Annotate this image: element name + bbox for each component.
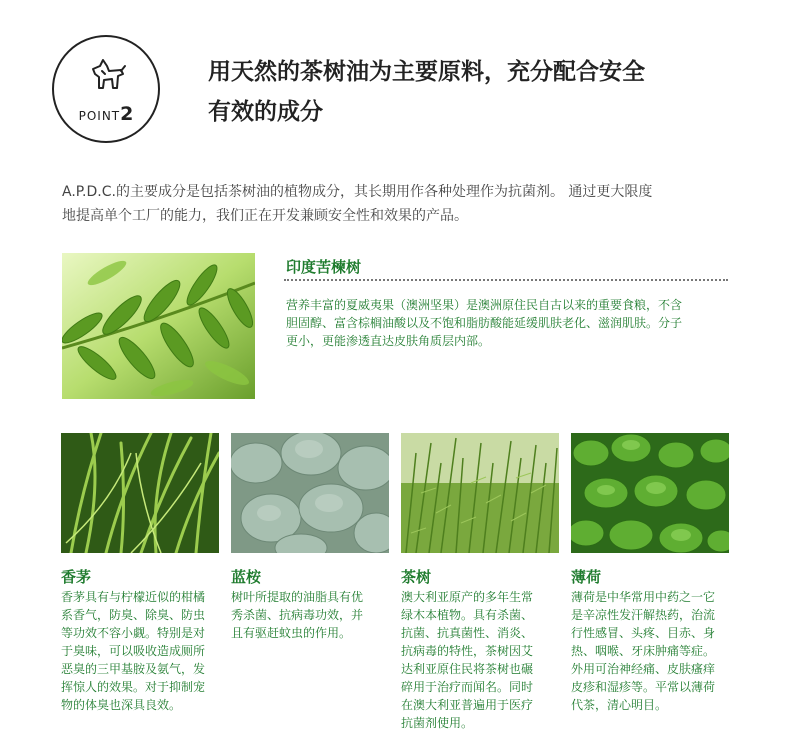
- card-line: 且有驱赶蚊虫的作用。: [231, 626, 352, 640]
- card-line: 挥惊人的效果。对于抑制宠: [61, 680, 206, 694]
- point-badge: [52, 35, 160, 143]
- card-description-tea-tree: [401, 588, 553, 732]
- feature-line: 胆固醇、富含棕榈油酸以及不饱和脂肪酸能延缓肌肤老化、滋润肌肤。分子: [286, 316, 683, 330]
- card-line: 热、咽喉、牙床肿痛等症。: [571, 644, 716, 658]
- feature-title: 印度苦楝树: [286, 258, 362, 276]
- card-line: 等功效不容小觑。特别是对: [61, 626, 206, 640]
- card-line: 恶臭的三甲基胺及氨气，发: [61, 662, 206, 676]
- card-line: 抗菌剂使用。: [401, 716, 474, 730]
- headline: [208, 52, 768, 132]
- card-line: 外用可治神经痛、皮肤瘙痒: [571, 662, 716, 676]
- intro-line: 地提高单个工厂的能力，我们正在开发兼顾安全性和效果的产品。: [62, 208, 468, 224]
- card-line: 代茶，清心明目。: [571, 698, 668, 712]
- card-line: 抗菌、抗真菌性、消炎、: [401, 626, 534, 640]
- card-line: 绿木本植物。具有杀菌、: [401, 608, 534, 622]
- headline-line: 有效的成分: [208, 99, 323, 125]
- neem-photo: [62, 253, 255, 399]
- card-line: 行性感冒、头疼、目赤、身: [571, 626, 716, 640]
- card-line: 在澳大利亚普遍用于医疗: [401, 698, 534, 712]
- dotted-divider: [284, 279, 728, 281]
- intro-line: A.P.D.C.的主要成分是包括茶树油的植物成分，其长期用作各种处理作为抗菌剂。 通过更大限度: [62, 184, 653, 200]
- card-line: 碎用于治疗而闻名。同时: [401, 680, 534, 694]
- card-line: 是辛凉性发汗解热药，治流: [571, 608, 716, 622]
- card-line: 香茅具有与柠檬近似的柑橘: [61, 590, 206, 604]
- card-title-citronella: 香茅: [61, 568, 92, 586]
- card-line: 皮疹和湿疹等。平常以薄荷: [571, 680, 716, 694]
- eucalyptus-photo: [231, 433, 389, 553]
- tea-tree-photo: [401, 433, 559, 553]
- card-line: 树叶所提取的油脂具有优: [231, 590, 364, 604]
- mint-photo: [571, 433, 729, 553]
- headline-line: 用天然的茶树油为主要原料，充分配合安全: [208, 59, 645, 85]
- citronella-photo: [61, 433, 219, 553]
- card-line: 系香气，防臭、除臭、防虫: [61, 608, 206, 622]
- card-line: 澳大利亚原产的多年生常: [401, 590, 534, 604]
- card-line: 薄荷是中华常用中药之一它: [571, 590, 716, 604]
- card-line: 抗病毒的特性，茶树因艾: [401, 644, 534, 658]
- card-line: 物的体臭也深具良效。: [61, 698, 182, 712]
- card-description-citronella: [61, 588, 213, 714]
- card-line: 达利亚原住民将茶树也碾: [401, 662, 534, 676]
- card-line: 于臭味，可以吸收造成厕所: [61, 644, 206, 658]
- card-description-mint: [571, 588, 731, 714]
- feature-line: 营养丰富的夏威夷果（澳洲坚果）是澳洲原住民自古以来的重要食粮，不含: [286, 298, 683, 312]
- point-label: POINT2: [78, 103, 134, 125]
- feature-line: 更小，更能渗透直达皮肤角质层内部。: [286, 334, 491, 348]
- dog-icon: [89, 57, 127, 93]
- feature-description: [286, 296, 736, 350]
- card-title-tea-tree: 茶树: [401, 568, 432, 586]
- card-title-mint: 薄荷: [571, 568, 602, 586]
- intro-paragraph: [62, 180, 742, 228]
- card-description-eucalyptus: [231, 588, 383, 642]
- card-title-eucalyptus: 蓝桉: [231, 568, 262, 586]
- card-line: 秀杀菌、抗病毒功效，并: [231, 608, 364, 622]
